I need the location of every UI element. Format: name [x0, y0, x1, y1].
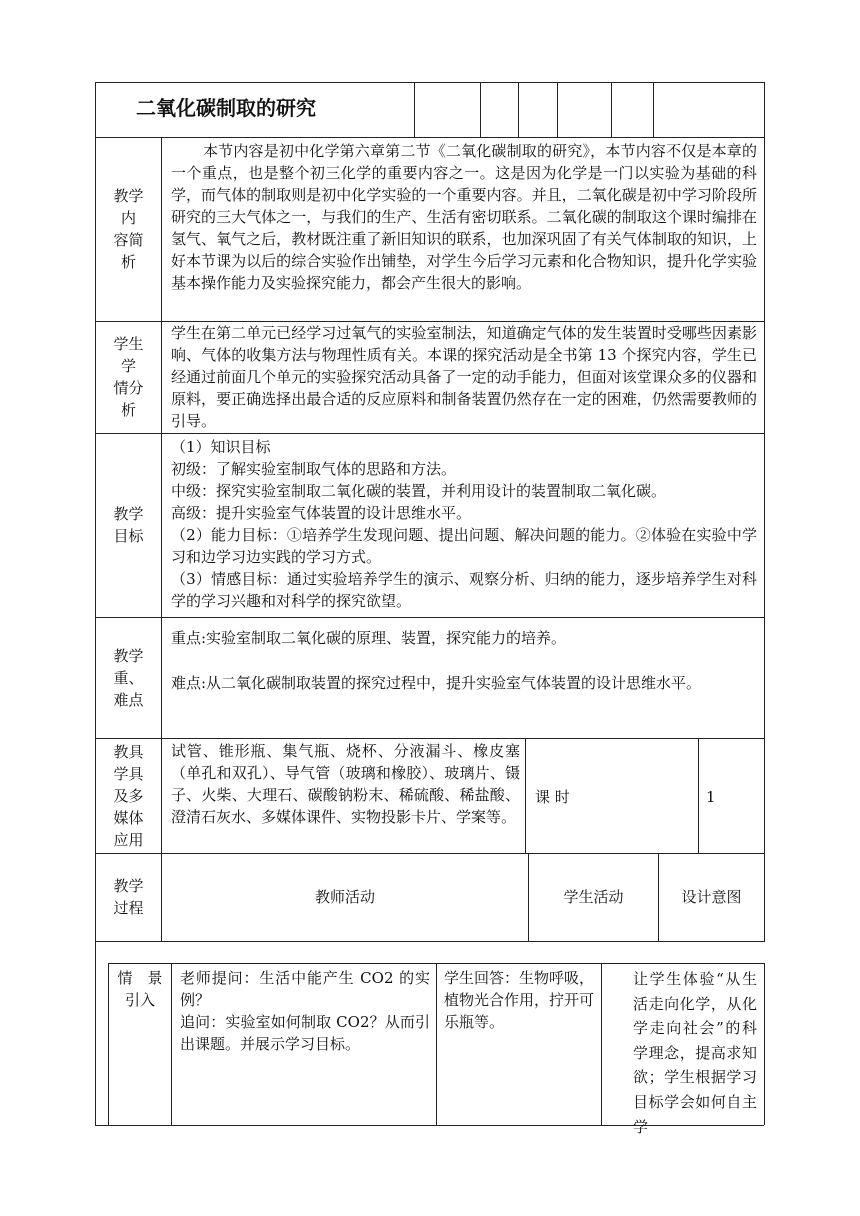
design-intent-header: 设计意图 — [681, 888, 742, 906]
rule — [161, 137, 162, 941]
label-line: 目标 — [113, 527, 144, 545]
label-line: 学生 — [113, 335, 144, 353]
rule — [95, 738, 764, 739]
rule — [480, 82, 481, 137]
label-line: 教学 — [113, 877, 144, 895]
rule — [764, 963, 765, 1125]
difficulty-text: 难点:从二氧化碳制取装置的探究过程中，提升实验室气体装置的设计思维水平。 — [171, 674, 702, 692]
rule — [95, 137, 764, 138]
process-label — [96, 875, 161, 919]
rule — [698, 738, 699, 853]
label-line: 教具 — [113, 743, 144, 761]
rule — [653, 82, 654, 137]
teacher-activity-header: 教师活动 — [314, 888, 375, 906]
goal-line: （2）能力目标：①培养学生发现问题、提出问题、解决问题的能力。②体验在实验中学习和边学习边实践的学习方式。 — [171, 526, 757, 566]
content-analysis-label — [96, 185, 161, 273]
label-line: 媒体 — [113, 809, 144, 827]
intro-label — [109, 967, 171, 1011]
intro-teacher-text: 老师提问：生活中能产生 CO2 的实例？ 追问：实验室如何制取 CO2？从而引出课题。并展示学习目标。 — [180, 969, 430, 1053]
goal-line: 高级：提升实验室气体装置的设计思维水平。 — [171, 504, 472, 522]
content-analysis-text: 本节内容是初中化学第六章第二节《二氧化碳制取的研究》，本节内容不仅是本章的一个重点，也是整个初三化学的重要内容之一。这是因为化学是一门以实验为基础的科学，而气体的制取则是初中化学实验的一个重要内容。并且，二氧化碳是初中学习阶段所研究的三大气体之一，与我们的生产、生活有密切联系。二氧化碳的制取这个课时编排在氢气、氧气之后，教材既注重了新旧知识的联系，也加深巩固了有关气体制取的知识，上好本节课为以后的综合实验作出铺垫，对学生今后学习元素和化合物知识，提升化学实验基本操作能力及实验探究能力，都会产生很大的影响。 — [171, 142, 757, 292]
intro-student-text: 学生回答：生物呼吸，植物光合作用，拧开可乐瓶等。 — [444, 969, 595, 1031]
intro-design-text: 让学生体验“从生活走向化学，从化学走向社会”的科学理念，提高求知欲；学生根据学习目标学会如何自主学 — [633, 970, 757, 1136]
student-analysis-text: 学生在第二单元已经学习过氧气的实验室制法，知道确定气体的发生装置时受哪些因素影响、气体的收集方法与物理性质有关。本课的探究活动是全书第 13 个探究内容，学生已经通过前面几个单元的实验探究活动具备了一定的动手能力，但面对该堂课众多的仪器和原料，要正确选择出最合适的反应原料和制备装置仍然存在一定的困难，仍然需要教师的引导。 — [171, 324, 757, 430]
goal-line: 中级：探究实验室制取二氧化碳的装置，并利用设计的装置制取二氧化碳。 — [171, 482, 667, 500]
rule — [601, 963, 602, 1125]
rule — [95, 82, 764, 83]
tools-text: 试管、锥形瓶、集气瓶、烧杯、分液漏斗、橡皮塞（单孔和双孔）、导气管（玻璃和橡胶）、玻璃片、镊子、火柴、大理石、碳酸钠粉末、稀硫酸、稀盐酸、澄清石灰水、多媒体课件、实物投影卡片、学案等。 — [171, 742, 520, 826]
label-line: 教学 — [113, 187, 144, 205]
rule — [525, 738, 526, 853]
label-line: 及多 — [113, 787, 144, 805]
period-value: 1 — [706, 788, 716, 806]
label-line: 学 — [120, 357, 136, 375]
rule — [95, 433, 764, 434]
student-analysis-label — [96, 333, 161, 421]
period-label: 课 时 — [535, 788, 570, 806]
rule — [764, 82, 765, 942]
label-line: 情 景 — [117, 969, 163, 987]
label-line: 引入 — [124, 991, 155, 1009]
label-line: 应用 — [113, 831, 144, 849]
rule — [436, 963, 437, 1125]
goals-text — [171, 436, 757, 612]
goal-line: （3）情感目标：通过实验培养学生的演示、观察分析、归纳的能力，逐步培养学生对科学的学习兴趣和对科学的探究欲望。 — [171, 570, 757, 610]
rule — [557, 82, 558, 137]
label-line: 教学 — [113, 647, 144, 665]
rule — [95, 853, 764, 854]
rule — [95, 941, 764, 942]
goal-line: （1）知识目标 — [171, 438, 271, 456]
label-line: 重、 — [113, 669, 144, 687]
label-line: 内 — [120, 209, 136, 227]
label-line: 情分 — [113, 379, 144, 397]
label-line: 过程 — [113, 899, 144, 917]
goal-line: 初级：了解实验室制取气体的思路和方法。 — [171, 460, 457, 478]
rule — [611, 82, 612, 137]
key-point-text: 重点:实验室制取二氧化碳的原理、装置，探究能力的培养。 — [171, 629, 567, 647]
label-line: 难点 — [113, 691, 144, 709]
goals-label — [96, 503, 161, 547]
label-line: 学具 — [113, 765, 144, 783]
page-title: 二氧化碳制取的研究 — [136, 96, 316, 120]
tools-label — [96, 741, 161, 851]
key-points-label — [96, 645, 161, 711]
label-line: 析 — [120, 253, 136, 271]
label-line: 析 — [120, 401, 136, 419]
label-line: 容简 — [113, 231, 144, 249]
student-activity-header: 学生活动 — [563, 888, 624, 906]
rule — [95, 617, 764, 618]
label-line: 教学 — [113, 505, 144, 523]
rule — [414, 82, 415, 137]
rule — [518, 82, 519, 137]
rule — [171, 963, 172, 1125]
